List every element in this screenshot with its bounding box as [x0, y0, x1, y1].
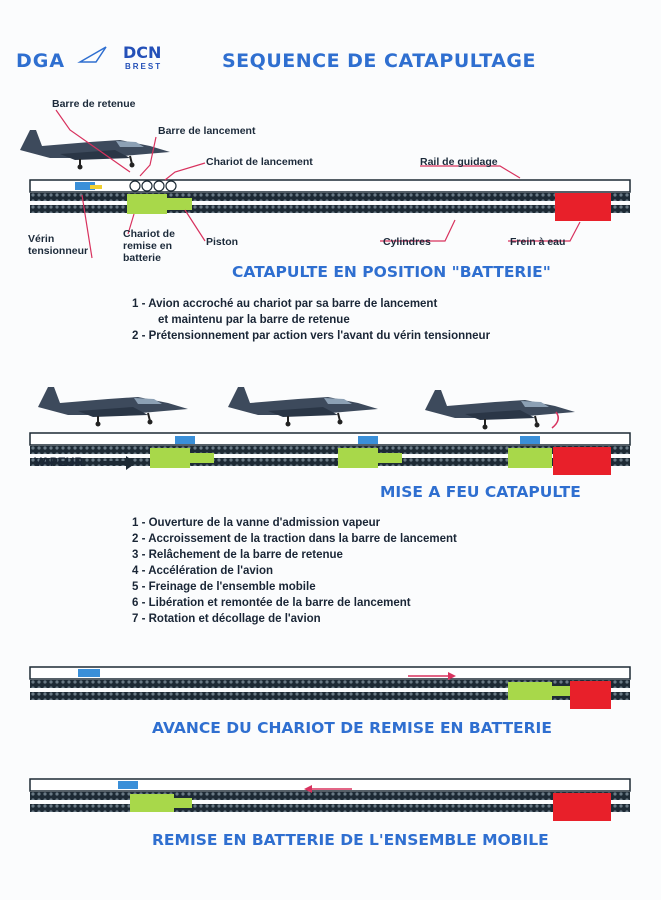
label-barre-retenue: Barre de retenue [52, 98, 136, 110]
panel1-step: et maintenu par la barre de retenue [158, 314, 350, 326]
panel2-aircraft-3 [425, 390, 575, 430]
panel1-heading: CATAPULTE EN POSITION "BATTERIE" [232, 263, 551, 281]
panel1-track [30, 180, 630, 213]
panel2-aircraft-1 [38, 387, 188, 427]
panel1-step: 2 - Prétensionnement par action vers l'avant du vérin tensionneur [132, 330, 491, 342]
label-frein-eau: Frein à eau [510, 236, 566, 248]
panel2-step: 4 - Accélération de l'avion [132, 565, 273, 577]
panel2-carriage-3 [508, 448, 552, 468]
water-brake [555, 193, 611, 221]
panel2-heading: MISE A FEU CATAPULTE [380, 483, 581, 501]
label-rail-guidage: Rail de guidage [420, 156, 498, 168]
label-barre-lancement: Barre de lancement [158, 125, 256, 137]
panel4-piston [152, 798, 192, 808]
panel3-diagram [30, 667, 630, 709]
panel2-piston-1 [170, 453, 214, 463]
label-chariot-lancement: Chariot de lancement [206, 156, 313, 168]
panel2-shuttle-3 [520, 436, 540, 444]
panel2-step: 5 - Freinage de l'ensemble mobile [132, 581, 316, 593]
panel2-shuttle-1 [175, 436, 195, 444]
dga-logo: DGA [16, 50, 66, 72]
panel4-diagram [30, 779, 630, 821]
panel2-step: 1 - Ouverture de la vanne d'admission vapeur [132, 517, 381, 529]
tensioner-rod [90, 185, 102, 189]
label-chariot-remise: Chariot de remise en batterie [123, 228, 175, 264]
panel3-heading: AVANCE DU CHARIOT DE REMISE EN BATTERIE [152, 719, 552, 737]
panel2-aircraft-2 [228, 387, 378, 427]
panel2-steps [132, 515, 457, 627]
panel3-shuttle [78, 669, 100, 677]
dcn-logo-subtitle: BREST [125, 62, 163, 71]
panel1-step: 1 - Avion accroché au chariot par sa barre de lancement [132, 298, 438, 310]
panel2-shuttle-2 [358, 436, 378, 444]
panel2-diagram [30, 387, 630, 475]
panel2-piston-2 [358, 453, 402, 463]
piston [152, 198, 192, 210]
panel2-water-brake [553, 447, 611, 475]
label-cylindres: Cylindres [383, 236, 431, 248]
panel1-steps [132, 296, 490, 344]
dcn-logo: DCN [123, 43, 162, 62]
panel4-shuttle [118, 781, 138, 789]
panel3-piston [530, 686, 570, 696]
page-title: SEQUENCE DE CATAPULTAGE [222, 50, 536, 72]
label-verin-tensionneur: Vérin tensionneur [28, 233, 89, 257]
panel2-step: 6 - Libération et remontée de la barre de lancement [132, 597, 411, 609]
panel4-heading: REMISE EN BATTERIE DE L'ENSEMBLE MOBILE [152, 831, 549, 849]
panel2-step: 7 - Rotation et décollage de l'avion [132, 613, 321, 625]
label-piston: Piston [206, 236, 239, 248]
rotation-arrow [552, 412, 558, 428]
label-vapeur: VAPEUR [34, 455, 84, 469]
panel4-water-brake [553, 793, 611, 821]
panel2-step: 3 - Relâchement de la barre de retenue [132, 549, 343, 561]
panel1-aircraft [20, 130, 170, 170]
panel2-step: 2 - Accroissement de la traction dans la barre de lancement [132, 533, 457, 545]
panel3-water-brake [570, 681, 611, 709]
